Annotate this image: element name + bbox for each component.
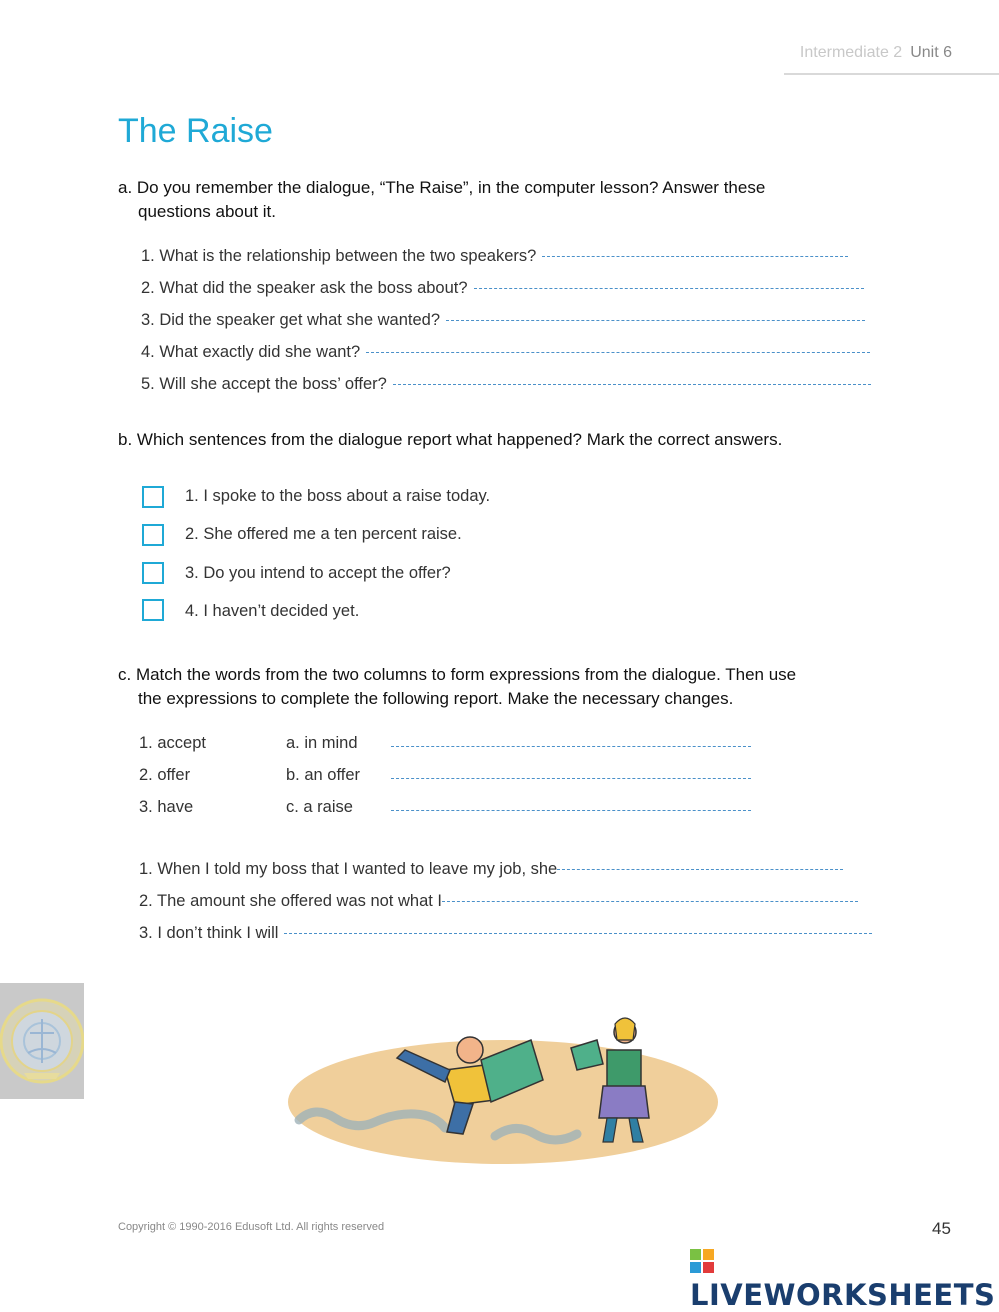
- question-row: [141, 279, 864, 298]
- university-seal: [0, 983, 84, 1099]
- answer-blank[interactable]: [542, 256, 848, 257]
- answer-blank[interactable]: [366, 352, 870, 353]
- question-text: 5. Will she accept the boss’ offer?: [141, 375, 387, 393]
- section-b-heading: b. Which sentences from the dialogue report what happened? Mark the correct answers.: [118, 430, 783, 449]
- unit-label: Unit 6: [910, 44, 952, 61]
- page-title: The Raise: [118, 112, 273, 150]
- copyright-text: Copyright © 1990-2016 Edusoft Ltd. All rights reserved: [118, 1221, 385, 1233]
- liveworksheets-brand[interactable]: [690, 1244, 999, 1312]
- question-text: 3. Did the speaker get what she wanted?: [141, 311, 441, 329]
- question-row: [141, 343, 870, 362]
- page-number: 45: [932, 1219, 951, 1238]
- answer-blank[interactable]: [393, 384, 871, 385]
- match-blank[interactable]: [391, 810, 751, 811]
- question-row: [141, 375, 871, 394]
- section-a-line2: questions about it.: [138, 202, 276, 221]
- section-c-line2: the expressions to complete the following report. Make the necessary changes.: [138, 689, 734, 708]
- report-row: [139, 892, 858, 911]
- option-text: 1. I spoke to the boss about a raise today.: [185, 487, 491, 505]
- match-left: 1. accept: [139, 734, 206, 752]
- report-text: 2. The amount she offered was not what I: [139, 892, 442, 910]
- option-text: 4. I haven’t decided yet.: [185, 602, 360, 620]
- report-blank[interactable]: [284, 933, 872, 934]
- match-right: c. a raise: [286, 798, 353, 816]
- checkbox-icon[interactable]: [142, 524, 164, 546]
- question-text: 1. What is the relationship between the two speakers?: [141, 247, 537, 265]
- match-blank[interactable]: [391, 778, 751, 779]
- report-row: [139, 860, 843, 879]
- report-text: 3. I don’t think I will: [139, 924, 279, 942]
- section-c-heading: [118, 663, 796, 711]
- question-row: [141, 247, 848, 266]
- checkbox-icon[interactable]: [142, 486, 164, 508]
- course-label: Intermediate 2: [799, 44, 903, 61]
- report-text: 1. When I told my boss that I wanted to leave my job, she: [139, 860, 558, 878]
- brand-name: LIVEWORKSHEETS: [690, 1278, 996, 1312]
- section-c-line1: c. Match the words from the two columns to form expressions from the dialogue. Then use: [118, 665, 797, 684]
- seal-emblem: [0, 983, 84, 1099]
- question-row: [141, 311, 865, 330]
- checkbox-icon[interactable]: [142, 562, 164, 584]
- liveworksheets-logo: [690, 1249, 714, 1273]
- question-text: 4. What exactly did she want?: [141, 343, 361, 361]
- match-right: b. an offer: [286, 766, 361, 784]
- unit-header: [800, 44, 952, 62]
- option-text: 2. She offered me a ten percent raise.: [185, 525, 462, 543]
- checkbox-icon[interactable]: [142, 599, 164, 621]
- option-text: 3. Do you intend to accept the offer?: [185, 564, 451, 582]
- report-row: [139, 924, 872, 943]
- match-blank[interactable]: [391, 746, 751, 747]
- header-divider: [784, 73, 999, 75]
- answer-blank[interactable]: [446, 320, 865, 321]
- question-text: 2. What did the speaker ask the boss about?: [141, 279, 468, 297]
- section-a-heading: [118, 176, 765, 224]
- match-left: 2. offer: [139, 766, 191, 784]
- report-blank[interactable]: [442, 901, 858, 902]
- section-a-line1: a. Do you remember the dialogue, “The Raise”, in the computer lesson? Answer these: [118, 178, 766, 197]
- answer-blank[interactable]: [474, 288, 864, 289]
- match-right: a. in mind: [286, 734, 358, 752]
- raise-illustration: [285, 1010, 725, 1170]
- report-blank[interactable]: [557, 869, 843, 870]
- match-left: 3. have: [139, 798, 194, 816]
